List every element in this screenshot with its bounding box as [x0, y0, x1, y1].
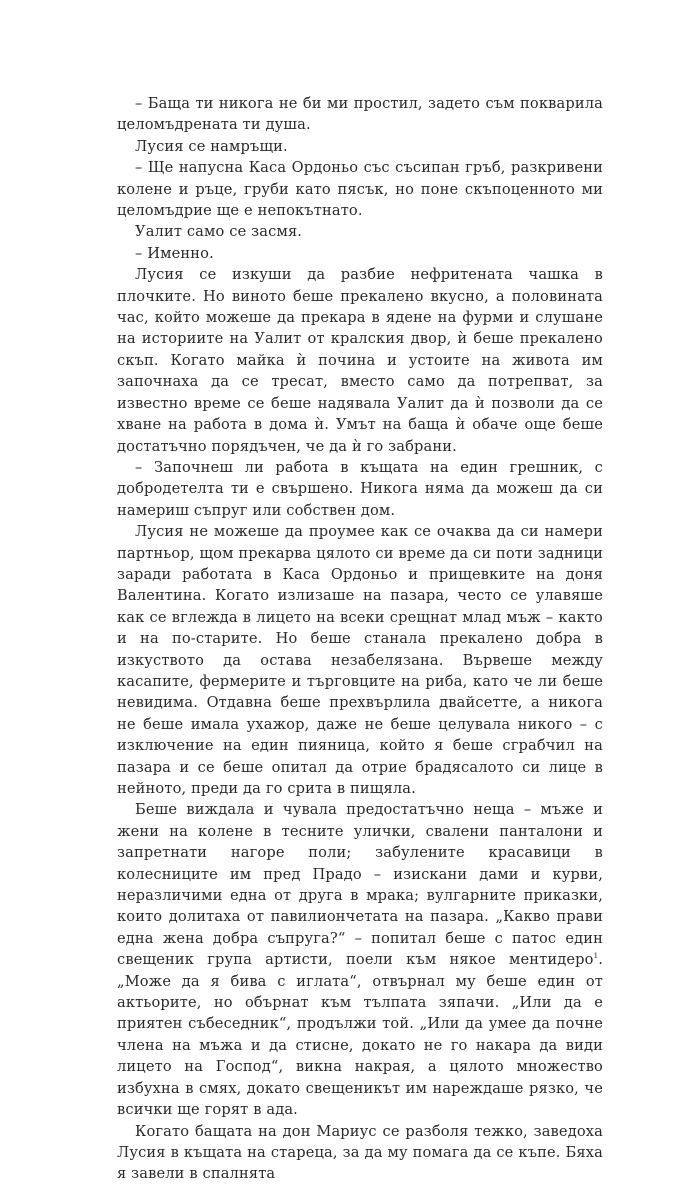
- paragraph-9-text-a: Беше виждала и чувала предостатъчно неща – мъже и жени на колене в тесните улички, свалени панталони и запретнати нагоре поли; забулените красавици в колесниците им пред Прадо – изискани дами и курви, неразличими една от друга в мрака; вулгарните приказки, които долитаха от павилиончетата на пазара. „Какво прави една жена добра съпруга?“ – попитал беше с патос един свещеник група артисти, поели към някое ментидеро: [117, 801, 603, 969]
- paragraph-3: – Ще напусна Каса Ордоньо със съсипан гръб, разкривени колене и ръце, груби като пясък, но поне скъпоценното ми целомъдрие ще е непокътнато.: [117, 159, 603, 220]
- paragraph-9: Беше виждала и чувала предостатъчно неща – мъже и жени на колене в тесните улички, свалени панталони и запретнати нагоре поли; забулените красавици в колесниците им пред Прадо – изискани дами и курви, неразличими една от друга в мрака; вулгарните приказки, които долитаха от павилиончетата на пазара. „Какво прави една жена добра съпруга?“ – попитал беше с патос един свещеник група артисти, поели към някое ментидеро$^1$. „Може да я бива с иглата“, отвърнал му беше един от актьорите, но обърнат към тълпата зяпачи. „Или да е приятен събеседник“, продължи той. „Или да умее да почне члена на мъжа и да стисне, докато не го накара да види лицето на Господ“, викна накрая, а цялото множество избухна в смях, докато свещеникът им нареждаше рязко, че всички ще горят в ада.: [117, 801, 603, 1119]
- body-text: [117, 93, 603, 1185]
- paragraph-4: Уалит само се засмя.: [135, 223, 303, 241]
- footnote-marker: 1: [593, 952, 599, 961]
- paragraph-7: – Започнеш ли работа в къщата на един грешник, с добродетелта ти е свършено. Никога няма да можеш да си намериш съпруг или собствен дом.: [117, 458, 603, 519]
- paragraph-6: Лусия се изкуши да разбие нефритената чашка в плочките. Но виното беше прекалено вкусно, а половината час, който можеше да прекара в ядене на фурми и слушане на историите на Уалит от кралския двор, ѝ беше прекалено скъп. Когато майка ѝ почина и устоите на живота им започнаха да се тресат, вместо само да потрепват, за известно време се беше надявала Уалит да ѝ позволи да се хване на работа в дома ѝ. Умът на баща ѝ обаче още беше достатъчно порядъчен, че да ѝ го забрани.: [117, 266, 603, 455]
- paragraph-10: Когато бащата на дон Мариус се разболя тежко, заведоха Лусия в къщата на стареца, за да му помага да се къпе. Бяха я завели в спалнята: [117, 1122, 603, 1183]
- paragraph-1: – Баща ти никога не би ми простил, задето съм покварила целомъдрената ти душа.: [117, 95, 603, 134]
- paragraph-9-text-b: „Може да я бива с иглата“, отвърнал му беше един от актьорите, но обърнат към тълпата зяпачи. „Или да е приятен събеседник“, продължи той. „Или да умее да почне члена на мъжа и да стисне, докато не го накара да види лицето на Господ“, викна накрая, а цялото множество избухна в смях, докато свещеникът им нареждаше рязко, че всички ще горят в ада.: [117, 972, 603, 1119]
- paragraph-2: Лусия се намръщи.: [135, 137, 288, 155]
- paragraph-8: Лусия не можеше да проумее как се очаква да си намери партньор, щом прекарва цялото си време да си поти задници заради работата в Каса Ордоньо и прищевките на доня Валентина. Когато излизаше на пазара, често се улавяше как се вглежда в лицето на всеки срещнат млад мъж – както и на по-старите. Но беше станала прекалено добра в изкуството да остава незабелязана. Вървеше между касапите, фермерите и търговците на риба, като че ли беше невидима. Отдавна беше прехвърлила двайсетте, а никога не беше имала ухажор, даже не беше целувала никого – с изключение на един пияница, който я беше сграбчил на пазара и се беше опитал да отрие брадясалото си лице в нейното, преди да го срита в пищяла.: [117, 523, 603, 797]
- paragraph-5: – Именно.: [135, 244, 214, 262]
